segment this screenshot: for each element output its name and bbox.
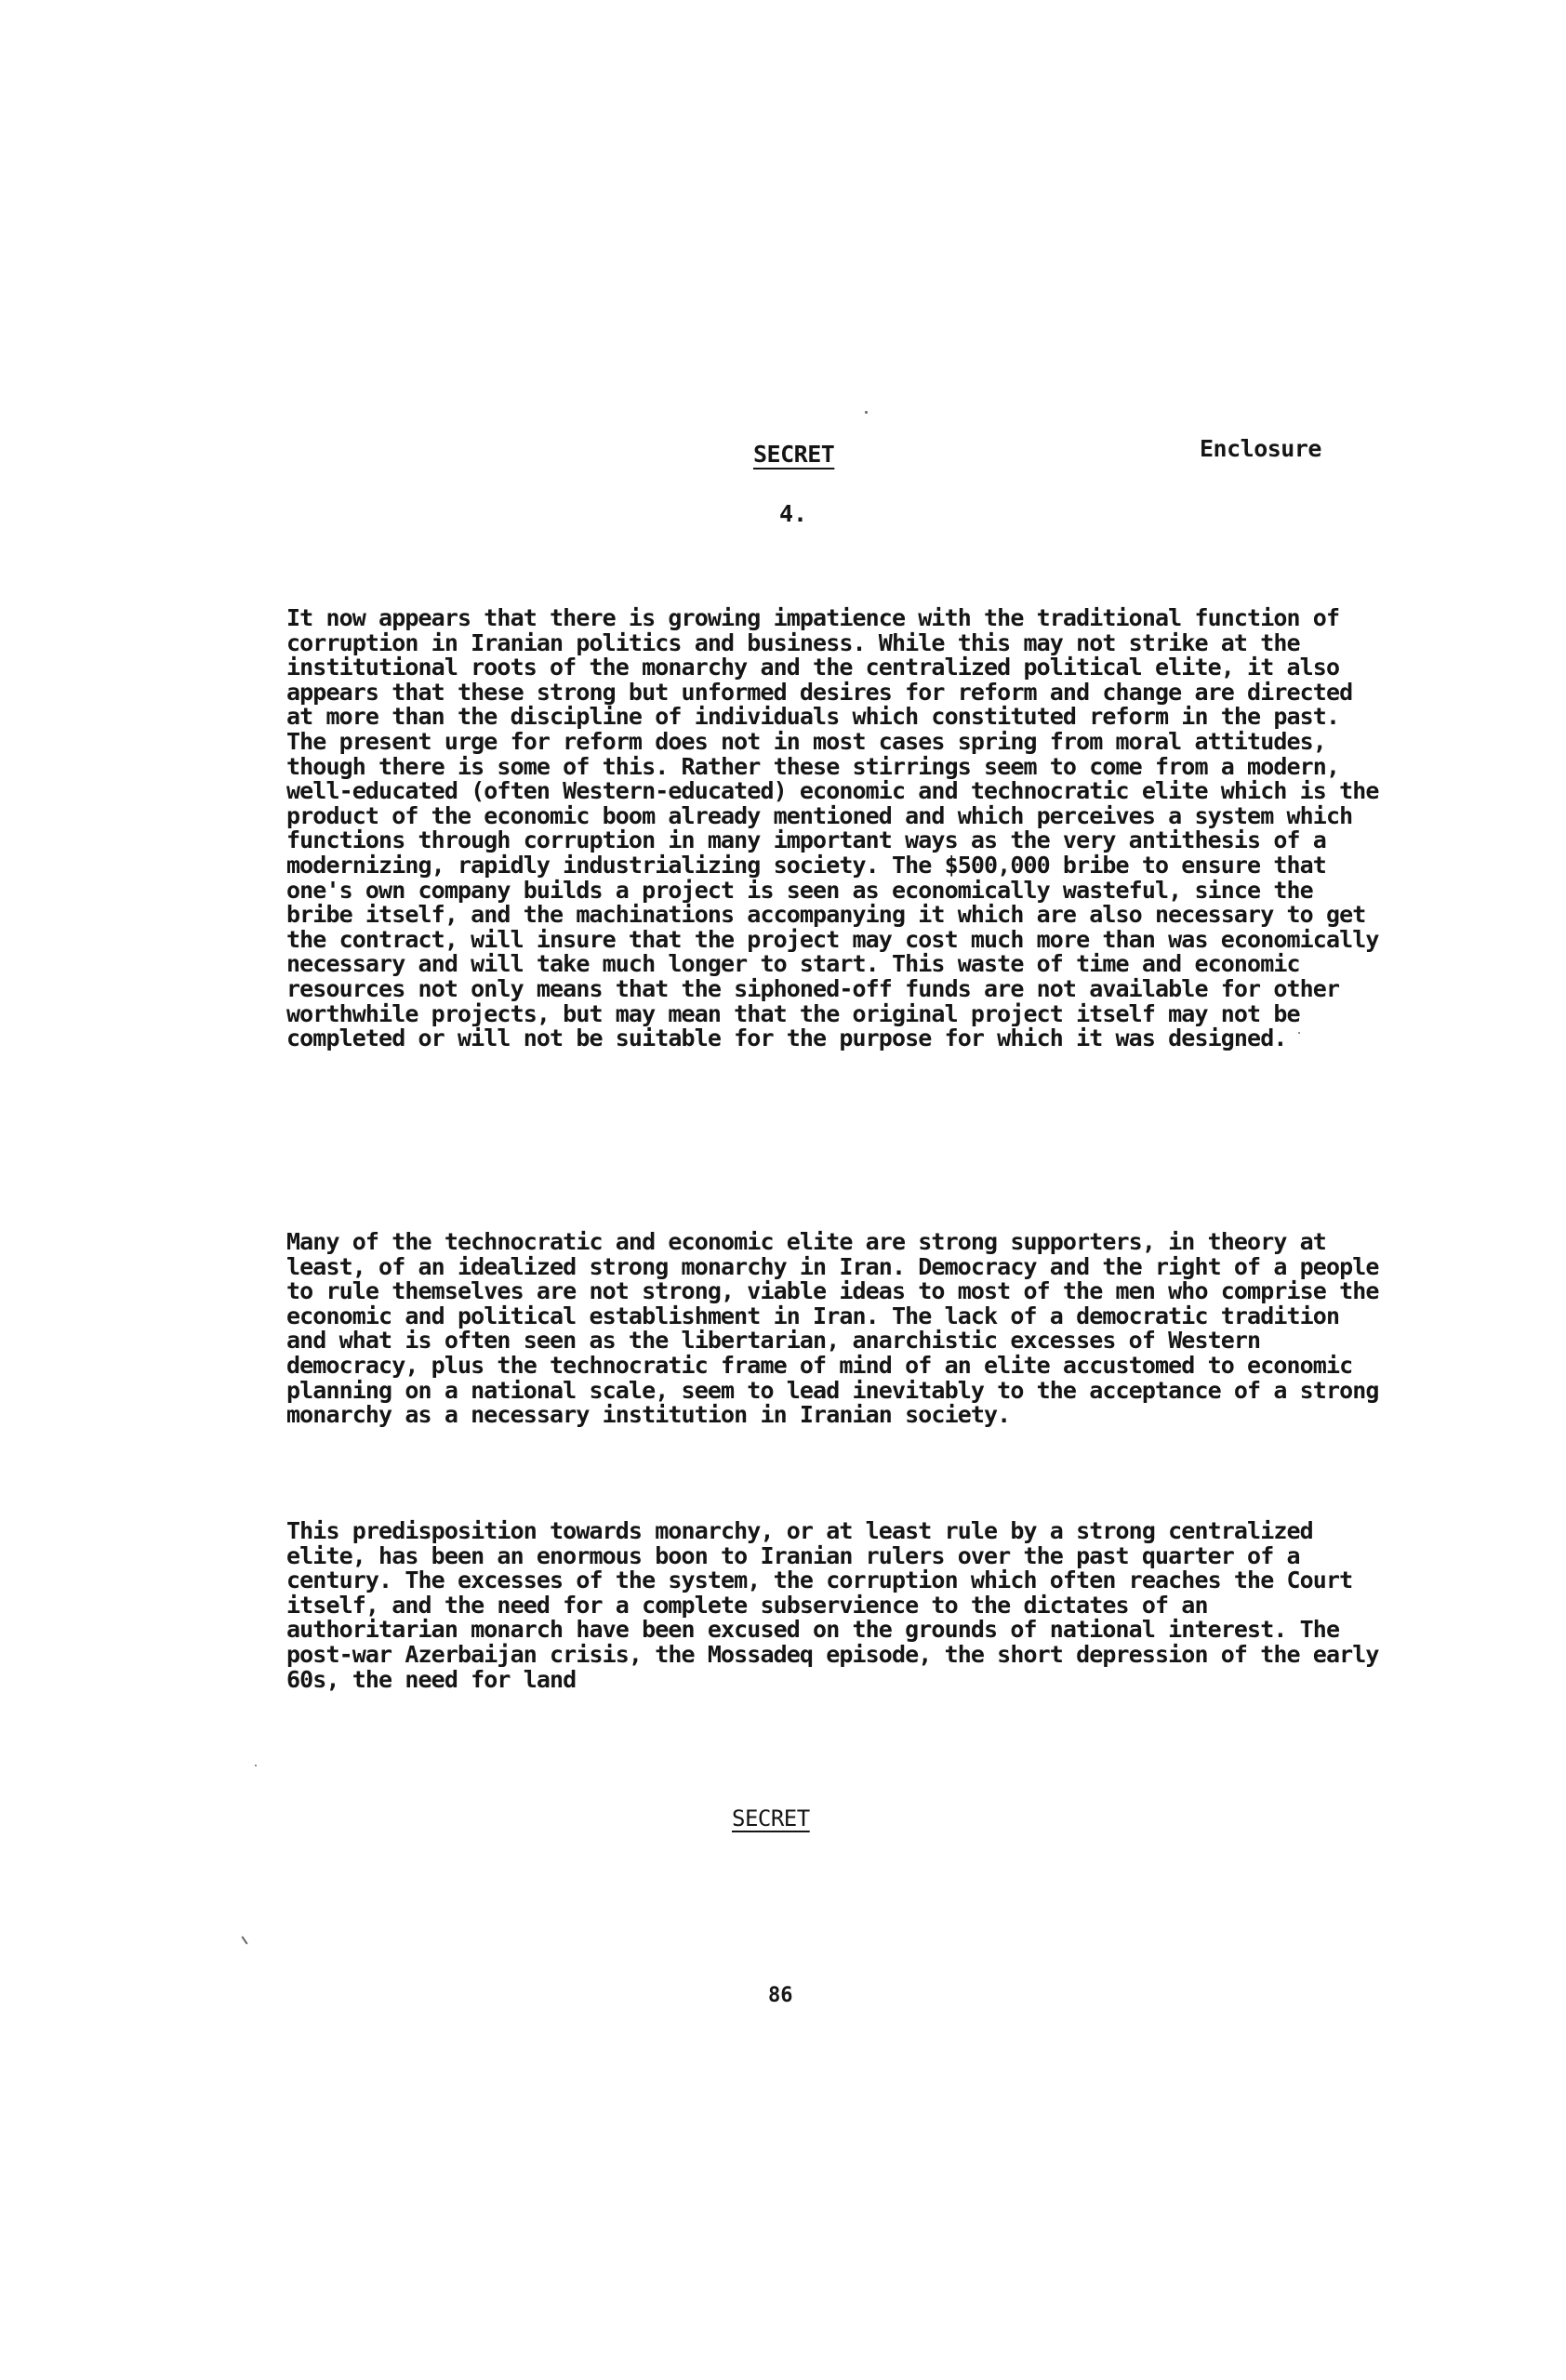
body-paragraph-3: This predisposition towards monarchy, or at least rule by a strong centralized elite, has been an enormous boon to Iranian rulers over the past quarter of a century. The excesses of the system, the corruption which often reaches the Court itself, and the need for a complete subservience to the dictates of an authoritarian monarch have been excused on the grounds of national interest. The post-war Azerbaijan crisis, the Mossadeq episode, the short depression of the early 60s, the need for land <box>286 1517 1379 1693</box>
body-paragraph-2: Many of the technocratic and economic elite are strong supporters, in theory at least, of an idealized strong monarchy in Iran. Democracy and the right of a people to rule themselves are not strong, viable ideas to most of the men who comprise the economic and political establishment in Iran. The lack of a democratic tradition and what is often seen as the libertarian, anarchistic excesses of Western democracy, plus the technocratic frame of mind of an elite accustomed to economic planning on a national scale, seem to lead inevitably to the acceptance of a strong monarchy as a necessary institution in Iranian society. <box>286 1228 1379 1429</box>
scan-speck <box>255 1765 257 1766</box>
body-paragraph-1: It now appears that there is growing impatience with the traditional function of corruption in Iranian politics and business. While this may not strike at the institutional roots of the monarchy and the centralized political elite, it also appears that these strong but unformed desires for reform and change are directed at more than the discipline of individuals which constituted reform in the past. The present urge for reform does not in most cases spring from moral attitudes, though there is some of this. Rather these stirrings seem to come from a modern, well-educated (often Western-educated) economic and technocratic elite which is the product of the economic boom already mentioned and which perceives a system which functions through corruption in many important ways as the very antithesis of a modernizing, rapidly industrializing society. The $500,000 bribe to ensure that one's own company builds a project is seen as economically wasteful, since the bribe itself, and the machinations accompanying it which are also necessary to get the contract, will insure that the project may cost much more than was economically necessary and will take much longer to start. This waste of time and economic resources not only means that the siphoned-off funds are not available for other worthwhile projects, but may mean that the original project itself may not be completed or will not be suitable for the purpose for which it was designed. <box>286 604 1379 1052</box>
scan-speck <box>865 411 868 414</box>
header-classification-marking: SECRET <box>753 441 835 468</box>
page-number: 86 <box>768 1984 793 2007</box>
enclosure-label: Enclosure <box>1200 435 1321 462</box>
footer-classification-marking: SECRET <box>732 1805 810 1831</box>
scan-speck <box>241 1936 247 1944</box>
section-page-number: 4. <box>779 500 808 527</box>
scan-speck <box>1298 1032 1300 1034</box>
